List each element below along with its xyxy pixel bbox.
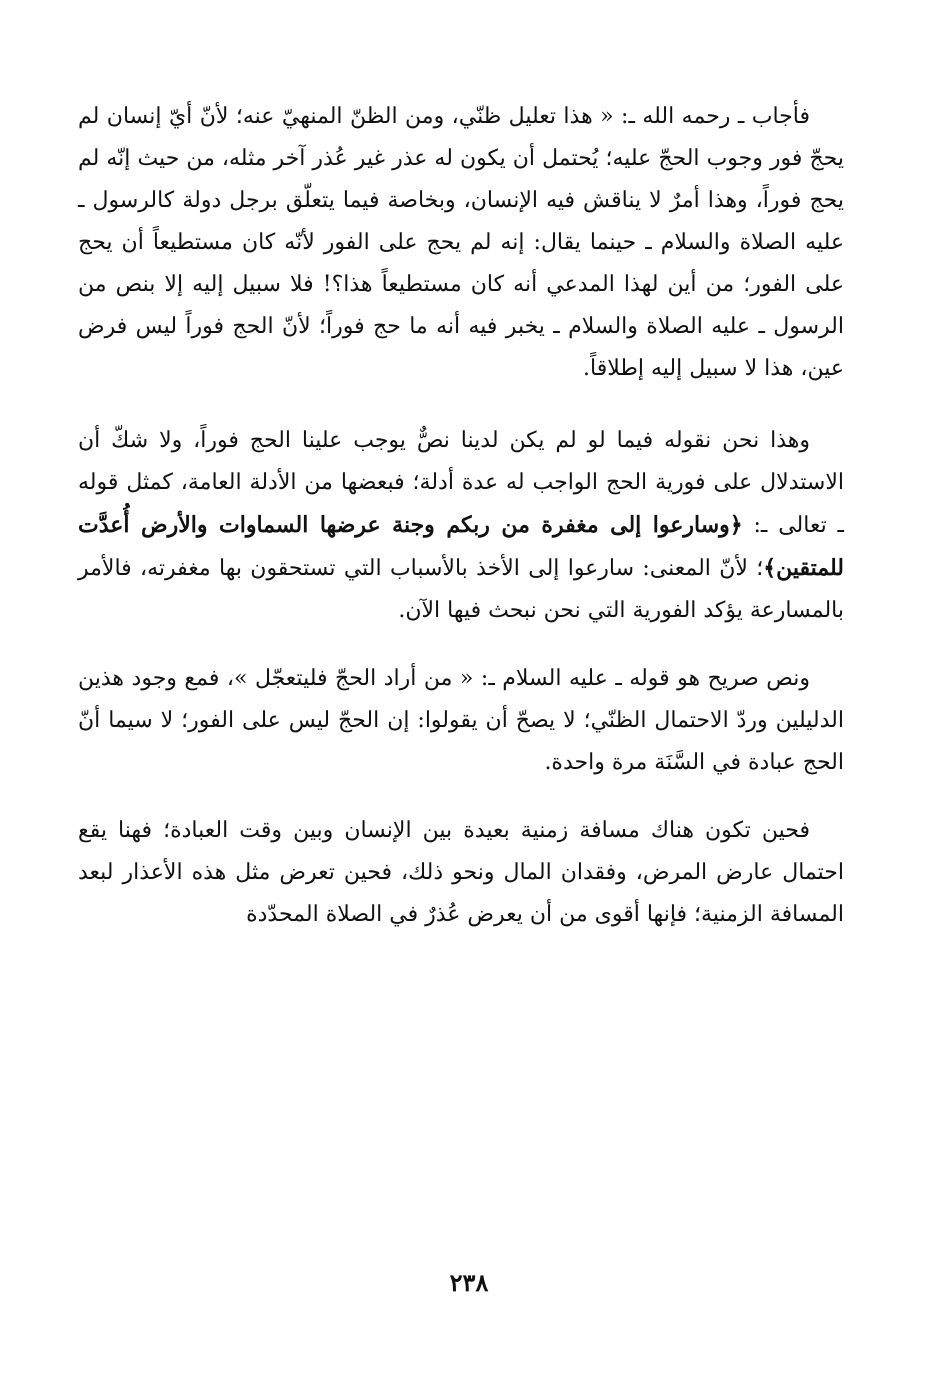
paragraph-2	[78, 420, 844, 632]
page-body	[78, 96, 844, 936]
paragraph-2-explanation: ؛ لأنّ المعنى: سارعوا إلى الأخذ بالأسباب التي تستحقون بها مغفرته، فالأمر بالمسارعة يؤكد الفورية التي نحن نبحث فيها الآن.	[78, 556, 844, 623]
paragraph-2-intro: وهذا نحن نقوله فيما لو لم يكن لدينا نصٌّ يوجب علينا الحج فوراً، ولا شكّ أن الاستدلال على فورية الحج الواجب له عدة أدلة؛ فبعضها من الأدلة العامة، كمثل قوله ـ تعالى ـ:	[78, 428, 844, 538]
paragraph-1: فأجاب ـ رحمه الله ـ: « هذا تعليل ظنّي، ومن الظنّ المنهيّ عنه؛ لأنّ أيّ إنسان لم يحجّ فور وجوب الحجّ عليه؛ يُحتمل أن يكون له عذر غير عُذر آخر مثله، من حيث إنّه لم يحج فوراً، وهذا أمرٌ لا يناقش فيه الإنسان، وبخاصة فيما يتعلّق برجل دولة كالرسول ـ عليه الصلاة والسلام ـ حينما يقال: إنه لم يحج على الفور لأنّه كان مستطيعاً أن يحج على الفور؛ من أين لهذا المدعي أنه كان مستطيعاً هذا؟! فلا سبيل إليه إلا بنص من الرسول ـ عليه الصلاة والسلام ـ يخبر فيه أنه ما حج فوراً؛ لأنّ الحج فوراً ليس فرض عين، هذا لا سبيل إليه إطلاقاً.	[78, 104, 844, 381]
paragraph-3: ونص صريح هو قوله ـ عليه السلام ـ: « من أراد الحجّ فليتعجّل »، فمع وجود هذين الدليلين وردّ الاحتمال الظنّي؛ لا يصحّ أن يقولوا: إن الحجّ ليس على الفور؛ لا سيما أنّ الحج عبادة في السَّنَة مرة واحدة.	[78, 666, 844, 775]
paragraph-4: فحين تكون هناك مسافة زمنية بعيدة بين الإنسان وبين وقت العبادة؛ فهنا يقع احتمال عارض المرض، وفقدان المال ونحو ذلك، فحين تعرض مثل هذه الأعذار لبعد المسافة الزمنية؛ فإنها أقوى من أن يعرض عُذرٌ في الصلاة المحدّدة	[78, 818, 844, 927]
quran-verse: ﴿وسارعوا إلى مغفرة من ربكم وجنة عرضها السماوات والأرض أُعدَّت للمتقين﴾	[78, 512, 844, 581]
page-number: ٢٣٨	[449, 1268, 489, 1297]
